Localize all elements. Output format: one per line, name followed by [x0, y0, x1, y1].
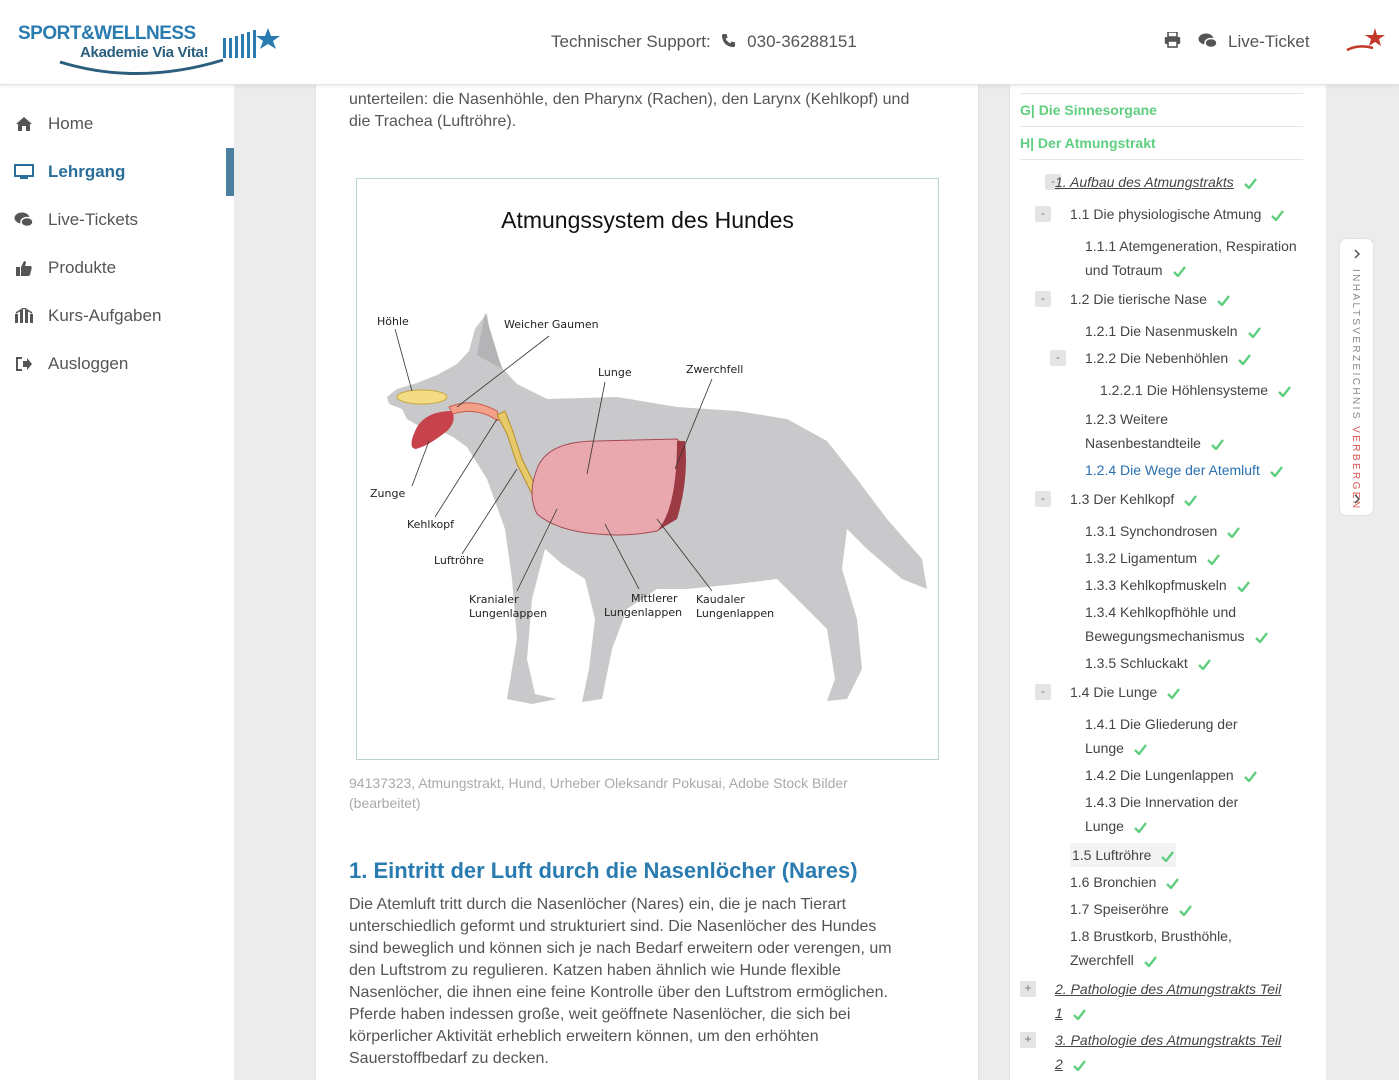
check-icon — [1073, 1009, 1086, 1020]
sidebar-item-home[interactable] — [0, 100, 234, 148]
label-mittlerer: Lungenlappen — [604, 606, 683, 619]
toc-item[interactable] — [1070, 897, 1192, 921]
toc-item-text: 1.2.2 Die Nebenhöhlen — [1085, 350, 1229, 366]
check-icon — [1198, 659, 1211, 670]
toc-item-text: 1.1.1 Atemgeneration, Respiration — [1085, 238, 1297, 254]
check-icon — [1173, 266, 1186, 277]
chat-icon — [0, 212, 48, 228]
toc-item[interactable] — [1085, 651, 1211, 675]
collapse-toggle[interactable]: - — [1035, 684, 1051, 700]
expand-toggle[interactable]: + — [1020, 1032, 1036, 1048]
label-kaudal: Lungenlappen — [696, 607, 775, 620]
check-icon — [1166, 878, 1179, 889]
sidebar-item-label: Produkte — [48, 258, 117, 277]
check-icon — [1161, 851, 1174, 862]
toc-item[interactable] — [1085, 546, 1220, 570]
toc-item-text: 1.2 Die tierische Nase — [1070, 291, 1207, 307]
sidebar-item-live-tickets[interactable] — [0, 196, 234, 244]
toc-item[interactable] — [1070, 870, 1179, 894]
body-line: Pferde haben indessen große, weit geöffnete Nasenlöcher, die sich bei — [349, 1006, 851, 1023]
toc-item[interactable] — [1055, 977, 1281, 1025]
toc-item[interactable] — [1085, 712, 1238, 760]
toc-item[interactable] — [1055, 1028, 1281, 1076]
label-kehlkopf: Kehlkopf — [407, 518, 455, 531]
sidebar-item-ausloggen[interactable] — [0, 340, 234, 388]
toc-item[interactable] — [1100, 378, 1291, 402]
sidebar-item-lehrgang[interactable] — [0, 148, 234, 196]
collapse-toggle[interactable]: - — [1045, 174, 1061, 190]
check-icon — [1255, 632, 1268, 643]
check-icon — [1237, 581, 1250, 592]
print-icon[interactable] — [1164, 32, 1181, 48]
check-icon — [1238, 354, 1251, 365]
sidebar-item-label: Home — [48, 114, 94, 133]
divider — [1020, 93, 1303, 94]
check-icon — [1227, 527, 1240, 538]
toc-item-text: 1.3.4 Kehlkopfhöhle und — [1085, 604, 1237, 620]
label-zunge: Zunge — [370, 487, 406, 500]
intro-line: die Trachea (Luftröhre). — [349, 113, 517, 130]
dog-respiratory-figure — [356, 178, 939, 760]
chevron-right-icon — [1352, 249, 1362, 259]
toc-item-text: 3. Pathologie des Atmungstrakts Teil — [1055, 1032, 1282, 1048]
toc-item[interactable] — [1070, 843, 1176, 867]
check-icon — [1167, 688, 1180, 699]
toc-item-text: 2 — [1055, 1052, 1281, 1076]
toc-section-h[interactable]: H| Der Atmungstrakt — [1020, 135, 1156, 151]
divider — [1020, 126, 1303, 127]
check-icon — [1248, 327, 1261, 338]
toc-tab-label-b: VERBERGEN — [1350, 426, 1361, 511]
check-icon — [1073, 1060, 1086, 1071]
toc-item-text: 1.3 Der Kehlkopf — [1070, 491, 1175, 507]
lesson-content — [315, 85, 979, 1080]
toc-item-text: 1.2.1 Die Nasenmuskeln — [1085, 323, 1238, 339]
label-luftroehre: Luftröhre — [434, 554, 484, 567]
toc-item[interactable] — [1070, 487, 1197, 511]
sidebar-item-label: Lehrgang — [48, 162, 126, 181]
logo-swoosh-icon — [58, 58, 228, 78]
toc-item[interactable] — [1085, 573, 1250, 597]
toc-item-text: 1.4.3 Die Innervation der — [1085, 794, 1239, 810]
toc-item-text: 1.4.2 Die Lungenlappen — [1085, 767, 1234, 783]
label-kranial: Lungenlappen — [469, 607, 548, 620]
sidebar — [0, 85, 234, 1080]
check-icon — [1217, 295, 1230, 306]
divider — [1020, 159, 1303, 160]
body-line: Sauerstoffbedarf zu decken. — [349, 1050, 549, 1067]
dog-illustration — [357, 179, 940, 761]
label-lunge: Lunge — [598, 366, 632, 379]
sidebar-item-label: Kurs-Aufgaben — [48, 306, 162, 325]
intro-line: unterteilen: die Nasenhöhle, den Pharynx (Rachen), den Larynx (Kehlkopf) und — [349, 91, 910, 108]
toc-item-text: 1.4 Die Lunge — [1070, 684, 1158, 700]
toc-item[interactable] — [1085, 346, 1251, 370]
support-label: Technischer Support: — [551, 32, 711, 51]
check-icon — [1211, 439, 1224, 450]
collapse-toggle[interactable]: - — [1035, 206, 1051, 222]
logo-text-secondary: Akademie Via Vita! — [80, 44, 209, 61]
body-line: sind beweglich und können sich je nach Bedarf erweitern oder verengen, um — [349, 940, 892, 957]
check-icon — [1179, 905, 1192, 916]
toc-item-text: Bewegungsmechanismus — [1085, 624, 1268, 648]
check-icon — [1134, 822, 1147, 833]
logout-icon — [0, 356, 48, 372]
label-hoehle: Höhle — [377, 315, 409, 328]
body-line: Nasenlöcher, die ihnen eine feine Kontrolle über den Luftstrom ermöglichen. — [349, 984, 888, 1001]
sidebar-item-kurs-aufgaben[interactable] — [0, 292, 234, 340]
toc-item-text: 1.3.5 Schluckakt — [1085, 655, 1188, 671]
toc-tab-label — [1350, 269, 1361, 511]
toc-item-text: Zwerchfell — [1070, 948, 1232, 972]
thumbs-up-icon — [0, 260, 48, 277]
chat-icon[interactable] — [1198, 33, 1218, 49]
toc-item-text: 1.8 Brustkorb, Brusthöhle, — [1070, 928, 1232, 944]
check-icon — [1144, 956, 1157, 967]
collapse-toggle[interactable]: - — [1035, 491, 1051, 507]
toc-item[interactable] — [1085, 600, 1268, 648]
label-mittlerer: Mittlerer — [631, 592, 678, 605]
home-icon — [0, 116, 48, 132]
toc-item[interactable] — [1085, 234, 1297, 282]
body-line: unterschiedlich geformt und strukturiert sind. Die Nasenlöcher des Hundes — [349, 918, 877, 935]
toc-item[interactable] — [1085, 519, 1240, 543]
toc-item-text: Nasenbestandteile — [1085, 431, 1224, 455]
toc-item-text: 1.4.1 Die Gliederung der — [1085, 716, 1238, 732]
figure-caption: 94137323, Atmungstrakt, Hund, Urheber Oleksandr Pokusai, Adobe Stock Bilder (bearbeitet) — [349, 775, 848, 811]
logo-bars-icon — [223, 28, 283, 78]
toc-item-text: 1.3.2 Ligamentum — [1085, 550, 1198, 566]
toc-item[interactable] — [1085, 763, 1257, 787]
toc-item[interactable] — [1055, 170, 1257, 194]
check-icon — [1134, 744, 1147, 755]
toc-item-text: 1.2.3 Weitere — [1085, 411, 1169, 427]
section-heading: 1. Eintritt der Luft durch die Nasenlöcher (Nares) — [349, 858, 858, 883]
check-icon — [1184, 495, 1197, 506]
toc-tab-label-a: INHALTSVERZEICHNIS — [1350, 269, 1361, 421]
collapse-toggle[interactable]: - — [1035, 291, 1051, 307]
phone-icon — [721, 33, 736, 48]
toc-section-g[interactable]: G| Die Sinnesorgane — [1020, 102, 1157, 118]
table-of-contents — [1009, 85, 1326, 1080]
body-line: körperlicher Aktivität erheblich erweitern können, um den erhöhten — [349, 1028, 819, 1045]
toc-item-text: 1.3.3 Kehlkopfmuskeln — [1085, 577, 1227, 593]
toc-item[interactable] — [1070, 680, 1180, 704]
toc-item[interactable] — [1085, 790, 1238, 838]
label-kranial: Kranialer — [469, 593, 519, 606]
toc-item-text: 1.2.2.1 Die Höhlensysteme — [1100, 382, 1269, 398]
check-icon — [1244, 771, 1257, 782]
check-icon — [1271, 210, 1284, 221]
support-info — [551, 32, 857, 52]
label-gaumen: Weicher Gaumen — [504, 318, 599, 331]
expand-toggle[interactable]: + — [1020, 981, 1036, 997]
check-icon — [1270, 466, 1283, 477]
toc-item-text: 1.6 Bronchien — [1070, 874, 1157, 890]
toc-item-text: 1.7 Speiseröhre — [1070, 901, 1169, 917]
logo-text-primary: SPORT&WELLNESS — [18, 23, 196, 44]
monitor-icon — [0, 164, 48, 180]
collapse-toggle[interactable]: - — [1050, 350, 1066, 366]
toc-item-text: 1 — [1055, 1001, 1281, 1025]
toc-item[interactable] — [1085, 407, 1224, 455]
toc-item-text: 1.1 Die physiologische Atmung — [1070, 206, 1262, 222]
body-line: Die Atemluft tritt durch die Nasenlöcher (Nares) ein, die je nach Tierart — [349, 896, 847, 913]
sidebar-item-produkte[interactable] — [0, 244, 234, 292]
check-icon — [1207, 554, 1220, 565]
toc-item-text: Lunge — [1085, 736, 1238, 760]
sidebar-item-label: Ausloggen — [48, 354, 129, 373]
check-icon — [1278, 386, 1291, 397]
live-ticket-link[interactable]: Live-Ticket — [1228, 32, 1310, 51]
top-header — [0, 0, 1399, 85]
brand-star-icon — [1345, 26, 1387, 56]
toc-item-text: 2. Pathologie des Atmungstrakts Teil — [1055, 981, 1282, 997]
toc-toggle-tab[interactable] — [1339, 238, 1374, 516]
figure-title: Atmungssystem des Hundes — [501, 207, 794, 233]
toc-item[interactable] — [1085, 319, 1261, 343]
chevron-right-icon — [1352, 494, 1362, 504]
logo[interactable] — [18, 6, 283, 80]
toc-item-text: und Totraum — [1085, 258, 1297, 282]
toc-item-text: 1. Aufbau des Atmungstrakts — [1055, 174, 1234, 190]
toc-item-text: Lunge — [1085, 814, 1238, 838]
toc-item-text: 1.3.1 Synchondrosen — [1085, 523, 1218, 539]
check-icon — [1244, 178, 1257, 189]
sidebar-item-label: Live-Tickets — [48, 210, 139, 229]
toc-item[interactable] — [1070, 202, 1284, 226]
label-kaudal: Kaudaler — [696, 593, 745, 606]
toc-item[interactable] — [1070, 924, 1232, 972]
body-line: den Luftstrom zu regulieren. Katzen haben ähnlich wie Hunde flexible — [349, 962, 841, 979]
label-zwerchfell: Zwerchfell — [686, 363, 744, 376]
toc-item-text: 1.2.4 Die Wege der Atemluft — [1085, 462, 1260, 478]
toc-item-text: 1.5 Luftröhre — [1072, 847, 1152, 863]
toc-item[interactable] — [1085, 458, 1283, 482]
support-phone[interactable]: 030-36288151 — [747, 32, 857, 51]
tasks-icon — [0, 308, 48, 324]
toc-item[interactable] — [1070, 287, 1230, 311]
